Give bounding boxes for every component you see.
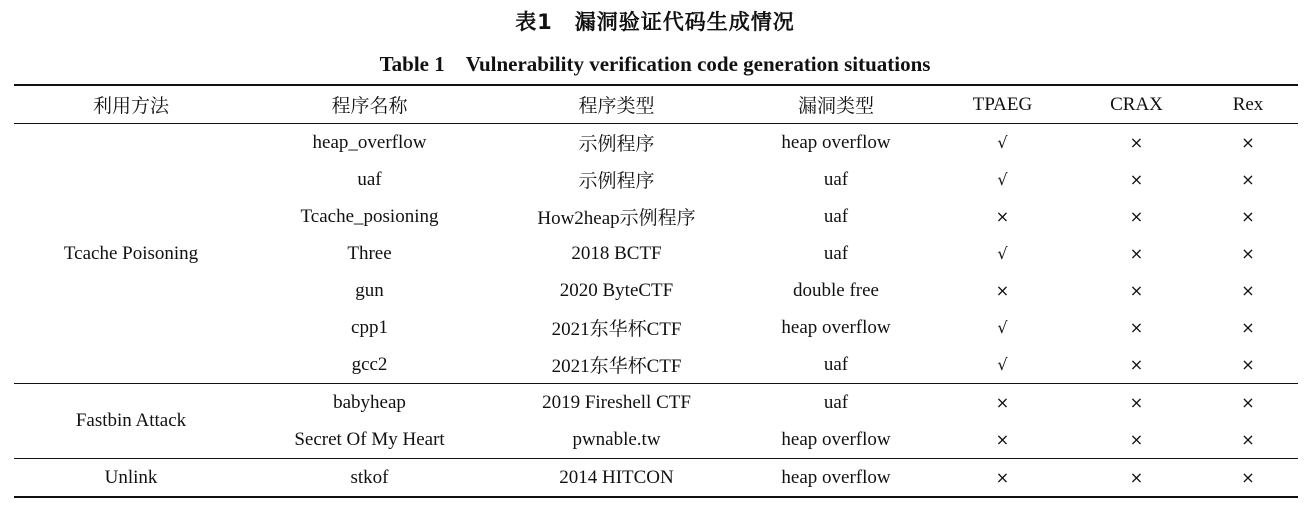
rex-result-cell: × [1198,421,1298,459]
crax-result-cell: × [1075,421,1198,459]
program-name-cell: stkof [248,459,491,498]
rex-result-cell: × [1241,393,1255,412]
crax-result-cell: × [1075,459,1198,498]
table-row [14,384,1298,422]
rex-result-cell: × [1241,207,1255,226]
vulnerability-type-cell: uaf [823,391,849,413]
column-header-program-type: 程序类型 [491,85,742,124]
program-name-cell: Secret Of My Heart [248,421,491,459]
vulnerability-type-cell: double free [793,279,879,301]
tpaeg-result-cell: √ [930,346,1075,384]
program-type-cell: 2019 Fireshell CTF [542,391,691,413]
program-type-cell: 2018 BCTF [571,242,662,264]
tpaeg-result-cell: √ [997,318,1008,337]
table-body [14,124,1298,498]
table-header [14,85,1298,124]
tpaeg-result-cell: × [930,421,1075,459]
program-type-cell: 示例程序 [578,134,655,155]
crax-result-cell: × [1075,346,1198,384]
column-header-method: 利用方法 [14,85,248,124]
crax-result-cell: × [1129,170,1144,189]
vulnerability-type-cell: uaf [823,242,849,264]
tpaeg-result-cell: √ [997,244,1008,263]
rex-result-cell: × [1241,244,1255,263]
program-type-cell: 2020 ByteCTF [559,279,674,301]
tpaeg-result-cell: × [995,393,1010,412]
vulnerability-type-cell: heap overflow [742,459,930,498]
program-name-cell: uaf [357,168,382,190]
program-name-cell: heap_overflow [312,131,427,153]
crax-result-cell: × [1129,318,1144,337]
tpaeg-result-cell: × [995,281,1010,300]
vulnerability-type-cell: heap overflow [742,421,930,459]
program-name-cell: cpp1 [351,316,388,338]
crax-result-cell: × [1129,244,1144,263]
program-type-cell: How2heap示例程序 [537,208,696,229]
vulnerability-type-cell: uaf [823,205,849,227]
rex-result-cell: × [1241,170,1255,189]
vulnerability-type-cell: heap overflow [781,131,891,153]
program-name-cell: babyheap [333,391,406,413]
program-type-cell: 2014 HITCON [491,459,742,498]
column-header-rex: Rex [1198,85,1298,124]
rex-result-cell: × [1198,346,1298,384]
column-header-crax: CRAX [1075,85,1198,124]
crax-result-cell: × [1129,207,1144,226]
program-name-cell: gun [355,279,384,301]
vulnerability-table [14,84,1298,498]
program-name-cell: Three [347,242,392,264]
tpaeg-result-cell: √ [997,133,1008,152]
tpaeg-result-cell: × [930,459,1075,498]
table-caption-chinese: 表1 漏洞验证代码生成情况 [515,10,795,34]
column-header-tpaeg: TPAEG [930,85,1075,124]
method-cell: Tcache Poisoning [14,124,248,384]
column-header-vulnerability-type: 漏洞类型 [742,85,930,124]
program-type-cell: 示例程序 [578,171,655,192]
column-header-program-name: 程序名称 [248,85,491,124]
rex-result-cell: × [1198,459,1298,498]
program-type-cell: 2021东华杯CTF [551,319,682,340]
tpaeg-result-cell: × [995,207,1010,226]
rex-result-cell: × [1241,133,1255,152]
program-type-cell: pwnable.tw [491,421,742,459]
method-cell: Unlink [14,459,248,498]
rex-result-cell: × [1241,281,1255,300]
crax-result-cell: × [1129,281,1144,300]
program-name-cell: gcc2 [248,346,491,384]
rex-result-cell: × [1241,318,1255,337]
table-caption-english: Table 1 Vulnerability verification code generation situations [379,52,931,76]
tpaeg-result-cell: √ [997,170,1008,189]
header-row [14,85,1298,124]
method-cell: Fastbin Attack [14,384,248,459]
program-name-cell: Tcache_posioning [300,205,439,227]
table-row [14,459,1298,498]
crax-result-cell: × [1129,393,1144,412]
vulnerability-type-cell: heap overflow [781,316,891,338]
table-row [14,124,1298,162]
vulnerability-type-cell: uaf [823,168,849,190]
vulnerability-type-cell: uaf [742,346,930,384]
program-type-cell: 2021东华杯CTF [491,346,742,384]
crax-result-cell: × [1129,133,1144,152]
